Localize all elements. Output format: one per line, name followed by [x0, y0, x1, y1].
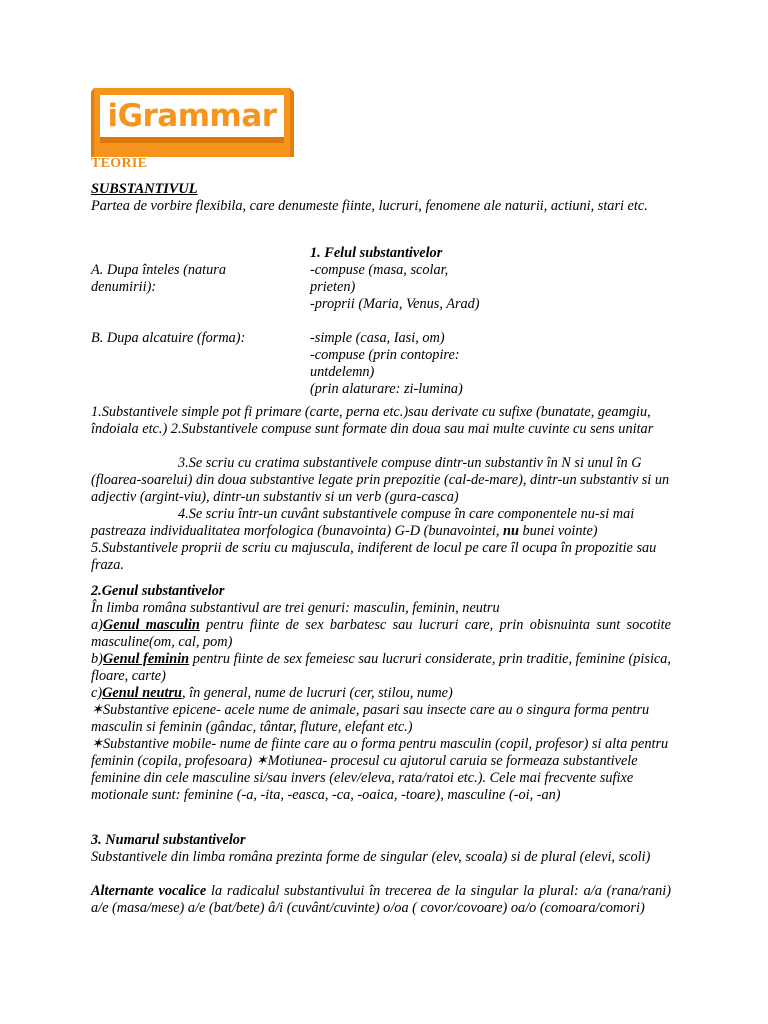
vowel-alternations: Alternante vocalice la radicalul substantivului în trecerea de la singular la plural: a/a (rana/rani) a/e (masa/mese) a/e (bat/bete) â/i (cuvânt/cuvinte) o/oa ( covor/covoare) oa/o (comoara/comori)	[91, 883, 671, 916]
rule-4-paragraph: 4.Se scriu într-un cuvânt substantivele compuse în care componentele nu-si mai pastreaza individualitatea morfologica (bunavointa) G-D (bunavointei, nu bunei vointe)	[91, 506, 635, 539]
definition-text: Partea de vorbire flexibila, care denumeste fiinte, lucruri, fenomene ale naturii, actiuni, stari etc.	[91, 198, 648, 214]
class-a-item-2: -proprii (Maria, Venus, Arad)	[310, 296, 480, 312]
section-2-heading: 2.Genul substantivelor	[91, 583, 225, 599]
star-icon: ✶	[91, 736, 103, 752]
gender-neuter: c)Genul neutru, în general, nume de lucruri (cer, stilou, nume)	[91, 685, 453, 701]
class-b-item-2: -compuse (prin contopire: untdelemn)	[310, 347, 460, 380]
class-b-item-3: (prin alaturare: zi-lumina)	[310, 381, 463, 397]
page-title: SUBSTANTIVUL	[91, 181, 198, 197]
epicene-note: ✶Substantive epicene- acele nume de animale, pasari sau insecte care au o singura forma pentru masculin si feminin (gândac, tântar, fluture, elefant etc.)	[91, 702, 650, 735]
class-a-label: A. Dupa înteles (natura denumirii):	[91, 262, 227, 295]
section-3-heading: 3. Numarul substantivelor	[91, 832, 246, 848]
class-a-item-1: -compuse (masa, scolar, prieten)	[310, 262, 449, 295]
class-b-item-1: -simple (casa, Iasi, om)	[310, 330, 445, 346]
mobile-note: ✶Substantive mobile- nume de fiinte care au o forma pentru masculin (copil, profesor) si alta pentru feminin (copila, profesoara) ✶Motiunea- procesul cu ajutorul caruia se formeaza substantivele feminine din cele masculine si/sau invers (elev/eleva, rata/ratoi etc.). Cele mai frecvente sufixe motionale sunt: feminine (-a, -ita, -easca, -ca, -oaica, -toare), masculine (-oi, -an)	[91, 736, 669, 803]
gender-intro: În limba româna substantivul are trei genuri: masculin, feminin, neutru	[91, 600, 500, 616]
section-label: TEORIE	[91, 156, 148, 171]
star-icon: ✶	[91, 702, 103, 718]
section-1-heading: 1. Felul substantivelor	[310, 245, 443, 261]
star-icon: ✶	[255, 753, 268, 769]
gender-masculine: a)Genul masculin pentru fiinte de sex barbatesc sau lucruri care, prin obisnuinta sunt socotite masculine(om, cal, pom)	[91, 617, 671, 650]
rule-5-paragraph: 5.Substantivele proprii de scriu cu majuscula, indiferent de locul pe care îl ocupa în propozitie sau fraza.	[91, 540, 657, 573]
rule-3-paragraph: 3.Se scriu cu cratima substantivele compuse dintr-un substantiv în N si unul în G (floarea-soarelui) din doua substantive legate prin prepozitie (cal-de-mare), dintr-un substantiv si un adjectiv (argint-viu), dintr-un substantiv si un verb (gura-casca)	[91, 455, 670, 505]
class-b-label: B. Dupa alcatuire (forma):	[91, 330, 246, 346]
number-intro: Substantivele din limba româna prezinta forme de singular (elev, scoala) si de plural (elevi, scoli)	[91, 849, 651, 865]
rule-1-2-paragraph: 1.Substantivele simple pot fi primare (carte, perna etc.)sau derivate cu sufixe (bunatate, geamgiu, îndoiala etc.) 2.Substantivele compuse sunt formate din doua sau mai multe cuvinte cu sens unitar	[91, 404, 654, 437]
igrammar-logo	[91, 88, 294, 157]
gender-feminine: b)Genul feminin pentru fiinte de sex femeiesc sau lucruri considerate, prin traditie, feminine (pisica, floare, carte)	[91, 651, 671, 684]
logo-text: iGrammar	[107, 97, 277, 134]
